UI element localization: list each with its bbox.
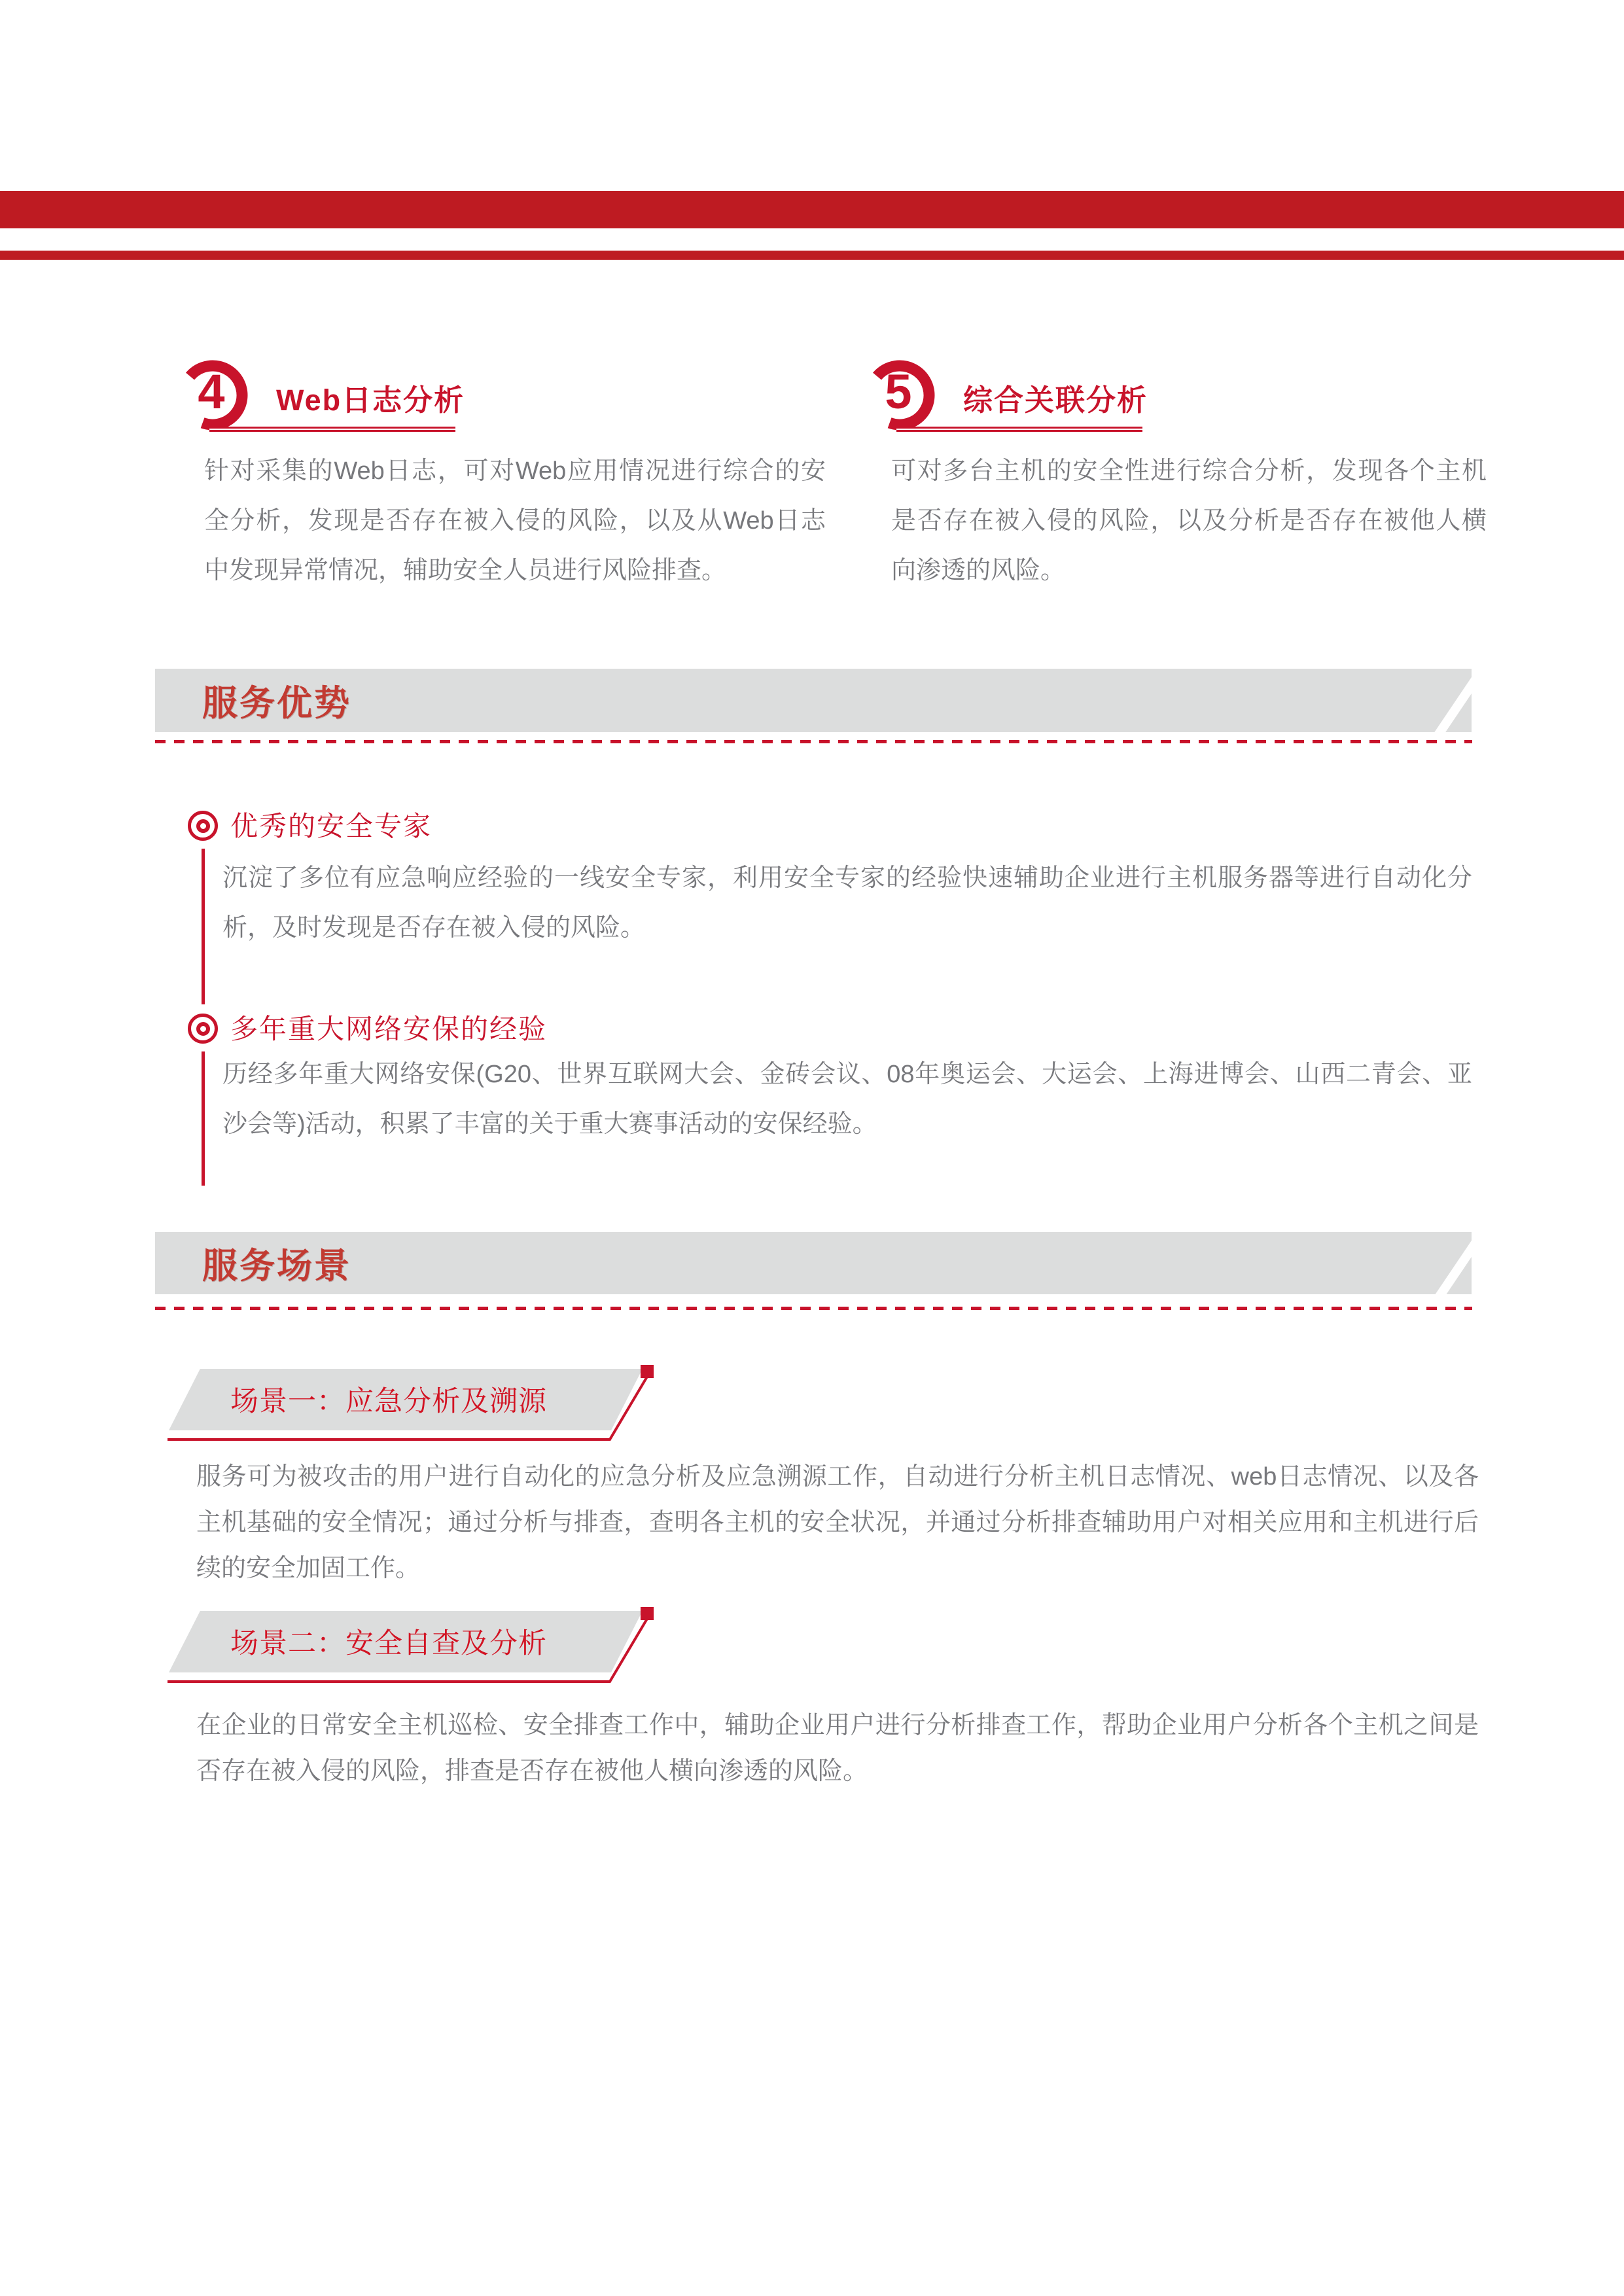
vertical-connector-line bbox=[202, 849, 205, 1004]
section-heading: 服务优势 bbox=[202, 684, 351, 723]
feature-title-underline bbox=[209, 427, 455, 432]
number-ring-icon bbox=[860, 356, 939, 434]
bullseye-icon bbox=[188, 811, 218, 841]
feature-web-log-analysis bbox=[155, 353, 826, 661]
scenario-underline-flag bbox=[164, 1604, 667, 1689]
advantage-description: 沉淀了多位有应急响应经验的一线安全专家，利用安全专家的经验快速辅助企业进行主机服务器等进行自动化分析，及时发现是否存在被入侵的风险。 bbox=[222, 864, 1472, 942]
feature-description: 针对采集的Web日志，可对Web应用情况进行综合的安全分析，发现是否存在被入侵的风险，以及从Web日志中发现异常情况，辅助安全人员进行风险排查。 bbox=[204, 457, 826, 584]
section-banner-scenarios bbox=[155, 1232, 1472, 1294]
dashed-divider bbox=[155, 740, 1472, 743]
advantage-title: 优秀的安全专家 bbox=[230, 811, 432, 841]
vertical-connector-line bbox=[202, 1051, 205, 1186]
bullseye-inner-ring bbox=[196, 819, 210, 833]
scenario-label: 场景二：安全自查及分析 bbox=[230, 1628, 547, 1659]
top-thin-red-bar bbox=[0, 251, 1624, 260]
scenario-description: 在企业的日常安全主机巡检、安全排查工作中，辅助企业用户进行分析排查工作，帮助企业用户分析各个主机之间是否存在被入侵的风险，排查是否存在被他人横向渗透的风险。 bbox=[196, 1712, 1479, 1785]
feature-correlation-analysis bbox=[842, 353, 1509, 661]
section-heading: 服务场景 bbox=[202, 1246, 351, 1286]
scenario-underline-flag bbox=[164, 1362, 667, 1447]
section-banner-advantages bbox=[155, 669, 1472, 732]
bullseye-inner-ring bbox=[196, 1022, 210, 1036]
slash-decoration bbox=[1426, 669, 1472, 732]
top-thick-red-bar bbox=[0, 191, 1624, 228]
number-ring-icon bbox=[173, 356, 252, 434]
feature-title: 综合关联分析 bbox=[963, 383, 1148, 417]
advantage-description: 历经多年重大网络安保(G20、世界互联网大会、金砖会议、08年奥运会、大运会、上海进博会、山西二青会、亚沙会等)活动，积累了丰富的关于重大赛事活动的安保经验。 bbox=[222, 1061, 1472, 1138]
feature-description: 可对多台主机的安全性进行综合分析，发现各个主机是否存在被入侵的风险，以及分析是否存在被他人横向渗透的风险。 bbox=[891, 457, 1487, 584]
feature-number: 4 bbox=[198, 364, 225, 419]
scenario-label: 场景一：应急分析及溯源 bbox=[230, 1386, 547, 1417]
dashed-divider bbox=[155, 1307, 1472, 1310]
feature-title: Web日志分析 bbox=[276, 383, 465, 417]
slash-decoration bbox=[1426, 1232, 1472, 1294]
feature-title-underline bbox=[896, 427, 1142, 432]
advantage-title: 多年重大网络安保的经验 bbox=[230, 1014, 548, 1044]
bullseye-icon bbox=[188, 1014, 218, 1044]
scenario-description: 服务可为被攻击的用户进行自动化的应急分析及应急溯源工作，自动进行分析主机日志情况、web日志情况、以及各主机基础的安全情况；通过分析与排查，查明各主机的安全状况，并通过分析排查辅助用户对相关应用和主机进行后续的安全加固工作。 bbox=[196, 1463, 1479, 1582]
feature-number: 5 bbox=[885, 364, 912, 419]
